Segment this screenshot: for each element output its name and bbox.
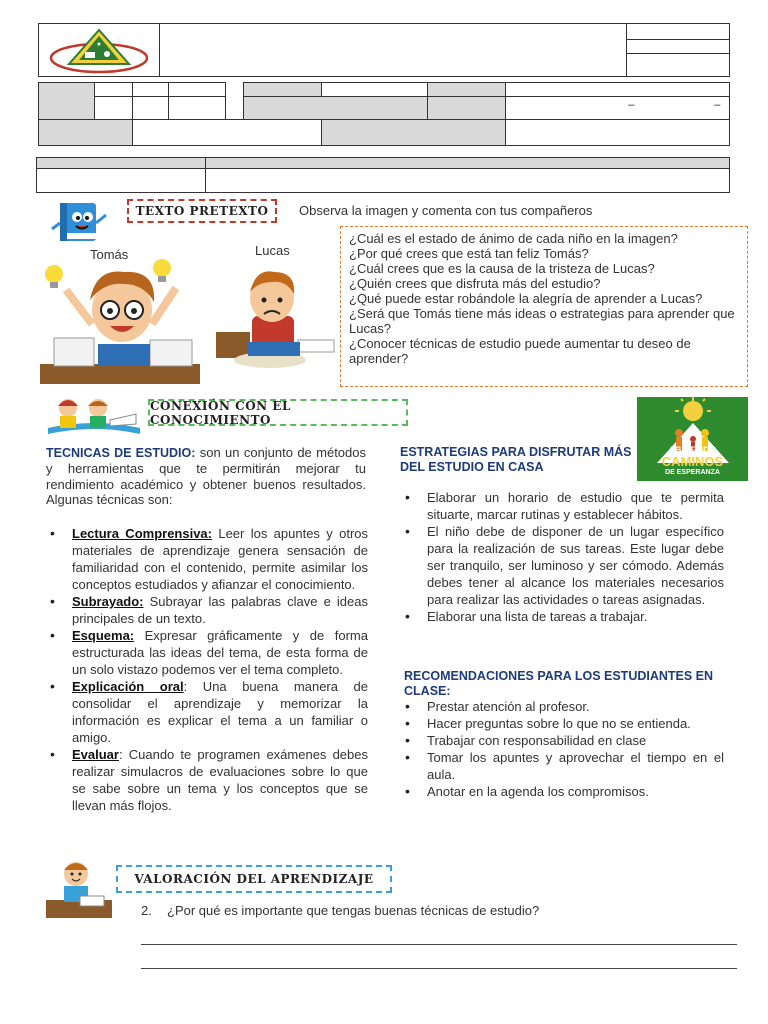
technique-term: Explicación oral: [72, 679, 184, 694]
list-item: • Trabajar con responsabilidad en clase: [397, 732, 724, 749]
list-item: [42, 678, 368, 746]
info-cell: [225, 97, 243, 119]
reflection-questions-box: [340, 226, 748, 387]
list-item: [42, 746, 368, 814]
info-cell: [428, 97, 506, 119]
question-item: ¿Cuál crees que es la causa de la tristeza de Lucas?: [349, 261, 655, 276]
header-code-box-1: [626, 23, 730, 40]
technique-term: Lectura Comprensiva:: [72, 526, 212, 541]
header-logo-box: [38, 23, 160, 77]
logo-line-1: ABRIENDO: [668, 445, 717, 455]
list-item: • Prestar atención al profesor.: [397, 698, 724, 715]
info-cell[interactable]: [168, 97, 225, 119]
valoracion-banner: VALORACIÓN DEL APRENDIZAJE: [116, 865, 392, 893]
technique-term: Esquema:: [72, 628, 135, 643]
info-table: [38, 82, 730, 146]
info-cell: [225, 83, 243, 97]
list-item: [42, 525, 368, 593]
list-item: [42, 627, 368, 678]
info-cell[interactable]: [132, 97, 168, 119]
technique-term: Evaluar: [72, 747, 119, 762]
logo-line-3: DE ESPERANZA: [665, 469, 720, 476]
info-cell[interactable]: [132, 119, 321, 145]
tecnicas-list: [42, 525, 368, 814]
objective-cell: [37, 158, 206, 169]
info-cell: [428, 83, 506, 97]
answer-line-2[interactable]: [141, 968, 737, 969]
texto-pretexto-banner: TEXTO PRETEXTO: [127, 199, 277, 223]
question-item: ¿Cuál es el estado de ánimo de cada niño en la imagen?: [349, 231, 678, 246]
header-title-box: [159, 23, 627, 77]
conexion-banner: CONEXIÓN CON EL CONOCIMIENTO: [148, 399, 408, 426]
book-mascot-icon: [50, 199, 112, 245]
technique-text: Subrayar las palabras clave e ideas principales de un texto.: [72, 594, 368, 626]
header-code-box-3: [626, 53, 730, 77]
tecnicas-intro-text: son un conjunto de métodos y herramientas que te permitirán mejorar tu rendimiento académico y obtener buenos resultados. Algunas técnicas son:: [46, 445, 366, 507]
technique-text: : Cuando te programen exámenes debes realizar simulacros de evaluaciones sobre lo que se sabe sobre un tema y los conceptos que se llevan más flojos.: [72, 747, 368, 813]
info-cell[interactable]: [506, 83, 730, 97]
info-cell: [243, 97, 428, 119]
estrategias-heading: ESTRATEGIAS PARA DISFRUTAR MÁS DEL ESTUDIO EN CASA: [400, 445, 632, 474]
technique-text: Expresar gráficamente y de forma estructurada las ideas del tema, de esta forma de un solo vistazo podemos ver el tema completo.: [72, 628, 368, 677]
list-item: • El niño debe de disponer de un lugar específico para la realización de sus tareas. Este lugar debe ser tranquilo, ser luminoso y ser cómodo. Además debes tener al alcance los materiales necesarios para realizar las actividades o tareas asignadas.: [397, 523, 724, 608]
list-item: • Tomar los apuntes y aprovechar el tiempo en el aula.: [397, 749, 724, 783]
question-item: ¿Conocer técnicas de estudio puede aumentar tu deseo de aprender?: [349, 336, 691, 366]
pretexto-instruction: Observa la imagen y comenta con tus compañeros: [299, 203, 593, 218]
question-number: 2.: [141, 903, 152, 918]
list-item: • Hacer preguntas sobre lo que no se entienda.: [397, 715, 724, 732]
abriendo-caminos-logo: [637, 397, 748, 481]
character-name-tomas: Tomás: [90, 247, 129, 262]
objective-cell: [206, 158, 730, 169]
tecnicas-intro: [46, 445, 366, 508]
info-cell[interactable]: [321, 83, 428, 97]
question-text: ¿Por qué es importante que tengas buenas técnicas de estudio?: [167, 903, 540, 918]
header-code-box-2: [626, 39, 730, 54]
logo-line-2: CAMINOS: [661, 454, 724, 469]
info-cell[interactable]: [168, 83, 225, 97]
technique-term: Subrayado:: [72, 594, 144, 609]
recomendaciones-list: [397, 698, 724, 800]
list-item: • Elaborar una lista de tareas a trabajar.: [397, 608, 724, 625]
info-cell[interactable]: [94, 97, 132, 119]
list-item: [42, 593, 368, 627]
date-cell[interactable]: – –: [506, 97, 730, 119]
technique-text: : Una buena manera de consolidar el aprendizaje y memorizar la información es explicar el tema a un familiar o amigo.: [72, 679, 368, 745]
list-item: • Anotar en la agenda los compromisos.: [397, 783, 724, 800]
objective-table: [36, 157, 730, 193]
recomendaciones-heading: RECOMENDACIONES PARA LOS ESTUDIANTES EN CLASE:: [404, 669, 714, 698]
info-cell[interactable]: [132, 83, 168, 97]
info-cell[interactable]: [506, 119, 730, 145]
info-cell: [243, 83, 321, 97]
estrategias-list: [397, 489, 724, 625]
sad-boy-illustration: [212, 262, 336, 372]
info-cell: [321, 119, 506, 145]
happy-boy-illustration: [40, 254, 202, 386]
question-item: ¿Quién crees que disfruta más del estudio?: [349, 276, 601, 291]
tecnicas-heading: TECNICAS DE ESTUDIO:: [46, 446, 196, 460]
character-name-lucas: Lucas: [255, 243, 290, 258]
question-item: ¿Será que Tomás tiene más ideas o estrategias para aprender que Lucas?: [349, 306, 735, 336]
question-item: ¿Por qué crees que está tan feliz Tomás?: [349, 246, 589, 261]
objective-cell[interactable]: [37, 169, 206, 193]
list-item: • Elaborar un horario de estudio que te permita situarte, marcar rutinas y establecer hábitos.: [397, 489, 724, 523]
objective-cell[interactable]: [206, 169, 730, 193]
reading-kids-icon: [44, 394, 144, 436]
answer-line-1[interactable]: [141, 944, 737, 945]
info-cell[interactable]: [94, 83, 132, 97]
technique-text: Leer los apuntes y otros materiales de aprendizaje genera sensación de familiaridad con el contenido, permite asimilar los conceptos estudiados y afianzar el conocimiento.: [72, 526, 369, 592]
boy-writing-icon: [44, 856, 114, 920]
info-cell: [39, 83, 95, 120]
svg-text:★: ★: [96, 42, 102, 48]
question-item: ¿Qué puede estar robándole la alegría de aprender a Lucas?: [349, 291, 703, 306]
valoracion-question: [141, 903, 539, 918]
info-cell: [39, 119, 133, 145]
school-crest-icon: [39, 24, 159, 76]
